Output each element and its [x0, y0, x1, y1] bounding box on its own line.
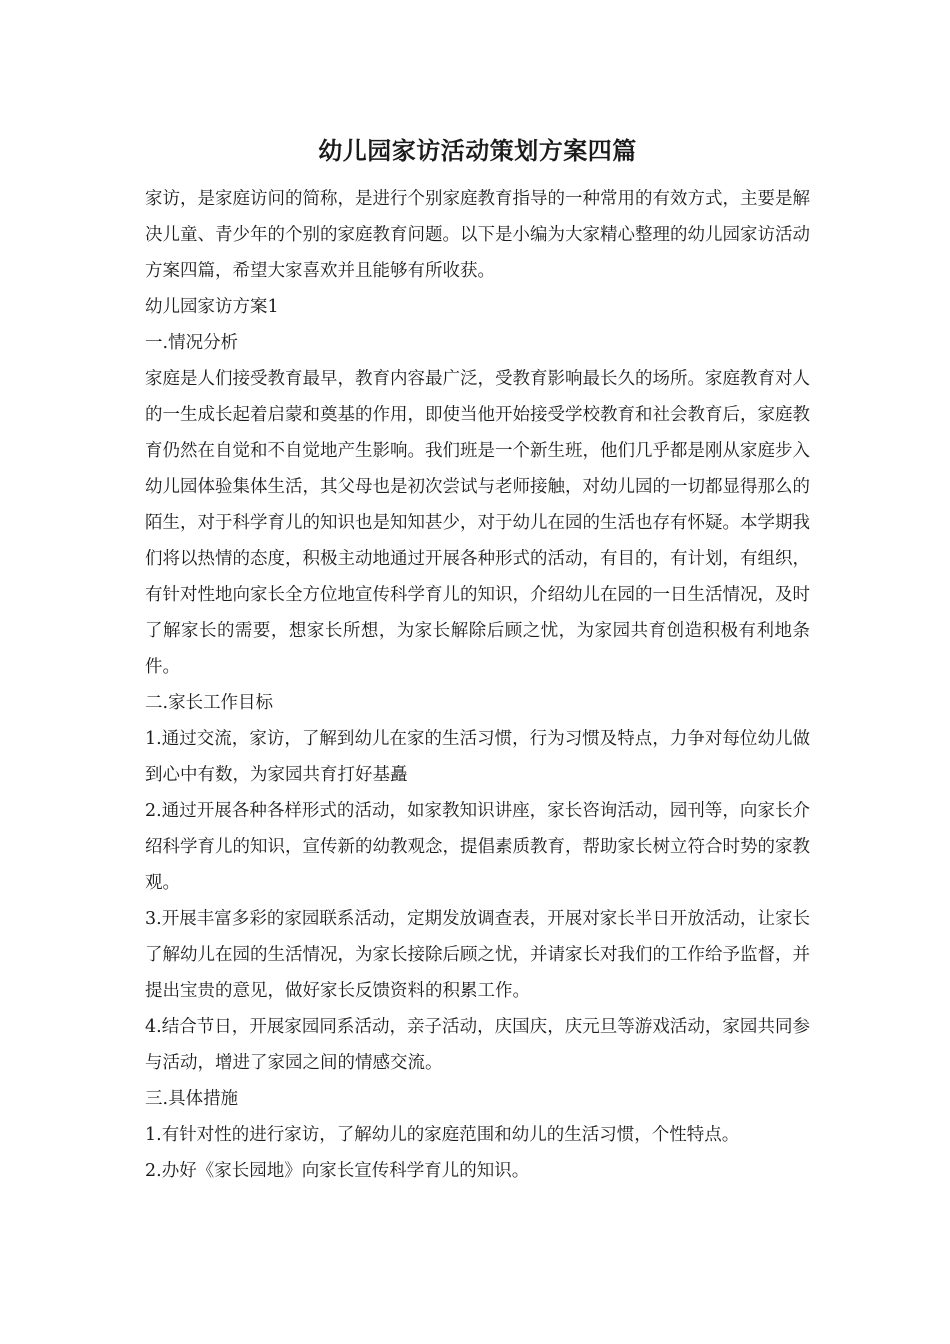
goal-item-4: 4.结合节日，开展家园同系活动，亲子活动，庆国庆，庆元旦等游戏活动，家园共同参与活动，增进了家园之间的情感交流。	[145, 1017, 810, 1073]
goal-item-1: 1.通过交流，家访，了解到幼儿在家的生活习惯，行为习惯及特点，力争对每位幼儿做到心中有数，为家园共育打好基矗	[145, 729, 810, 785]
document-title: 幼儿园家访活动策划方案四篇	[318, 136, 637, 165]
goal-item-3: 3.开展丰富多彩的家园联系活动，定期发放调查表，开展对家长半日开放活动，让家长了解幼儿在园的生活情况，为家长接除后顾之忧，并请家长对我们的工作给予监督，并提出宝贵的意见，做好家长反馈资料的积累工作。	[145, 909, 810, 1001]
situation-analysis-paragraph: 家庭是人们接受教育最早，教育内容最广泛，受教育影响最长久的场所。家庭教育对人的一生成长起着启蒙和奠基的作用，即使当他开始接受学校教育和社会教育后，家庭教育仍然在自觉和不自觉地产生影响。我们班是一个新生班，他们几乎都是刚从家庭步入幼儿园体验集体生活，其父母也是初次尝试与老师接触，对幼儿园的一切都显得那么的陌生，对于科学育儿的知识也是知知甚少，对于幼儿在园的生活也存有怀疑。本学期我们将以热情的态度，积极主动地通过开展各种形式的活动，有目的，有计划，有组织，有针对性地向家长全方位地宣传科学育儿的知识，介绍幼儿在园的一日生活情况，及时了解家长的需要，想家长所想，为家长解除后顾之忧，为家园共育创造积极有利地条件。	[145, 369, 810, 677]
intro-paragraph: 家访，是家庭访问的简称，是进行个别家庭教育指导的一种常用的有效方式，主要是解决儿童、青少年的个别的家庭教育问题。以下是小编为大家精心整理的幼儿园家访活动方案四篇，希望大家喜欢并且能够有所收获。	[145, 189, 810, 281]
section-heading-situation-analysis: 一.情况分析	[145, 333, 239, 353]
measure-item-1: 1.有针对性的进行家访，了解幼儿的家庭范围和幼儿的生活习惯，个性特点。	[145, 1125, 740, 1145]
goal-item-2: 2.通过开展各种各样形式的活动，如家教知识讲座，家长咨询活动，园刊等，向家长介绍科学育儿的知识，宣传新的幼教观念，提倡素质教育，帮助家长树立符合时势的家教观。	[145, 801, 810, 893]
section-heading-plan-1: 幼儿园家访方案1	[145, 297, 279, 317]
section-heading-parent-work-goals: 二.家长工作目标	[145, 693, 274, 713]
measure-item-2: 2.办好《家长园地》向家长宣传科学育儿的知识。	[145, 1161, 530, 1181]
document-page	[145, 125, 810, 1189]
section-heading-specific-measures: 三.具体措施	[145, 1089, 239, 1109]
